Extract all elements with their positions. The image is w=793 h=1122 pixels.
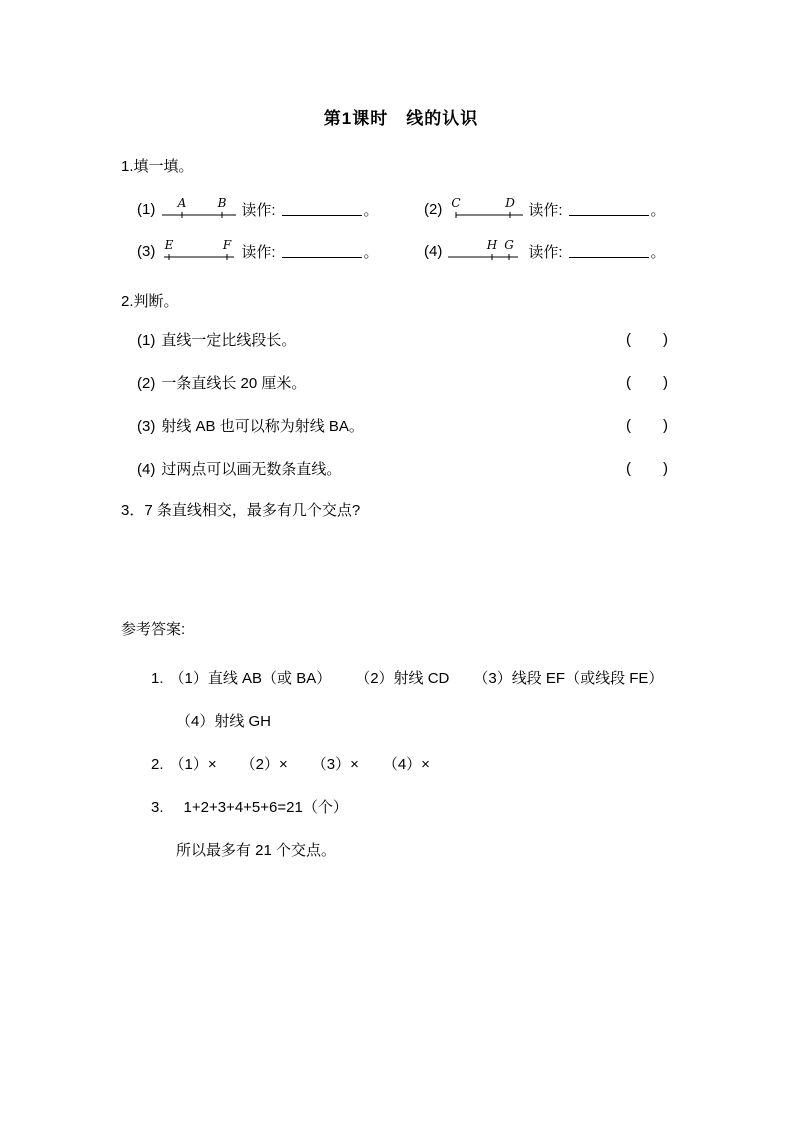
period-1: 。 <box>363 201 379 219</box>
read-label-1: 读作: <box>241 201 276 219</box>
judge-statement-2 <box>137 372 306 393</box>
point-label-f: F <box>223 240 232 252</box>
judge-item-3 <box>137 415 668 436</box>
statement-text: 直线一定比线段长。 <box>161 332 297 349</box>
answer-3-line-1 <box>151 796 681 817</box>
judge-item-1 <box>137 329 668 350</box>
answer-1-part-3: （3）线段 EF（或线段 FE） <box>473 670 664 687</box>
read-label-3: 读作: <box>241 243 276 261</box>
judge-item-4 <box>137 458 668 479</box>
point-label-d: D <box>505 198 516 210</box>
point-label-e: E <box>164 240 174 252</box>
paren-open: ( <box>626 417 631 434</box>
judge-statement-4 <box>137 458 341 479</box>
answer-3-line-2 <box>176 839 681 860</box>
answer-2-label: 2. <box>151 756 164 773</box>
answer-1-part-2: （2）射线 CD <box>355 670 450 687</box>
answer-2-part-3: （3）× <box>311 756 359 773</box>
answer-1-part-1: （1）直线 AB（或 BA） <box>169 670 332 687</box>
answer-blank-2 <box>569 200 649 216</box>
answer-3-label: 3. <box>151 799 164 816</box>
paren-close: ) <box>663 417 668 434</box>
segment-figure-ef <box>159 240 237 262</box>
statement-text: 过两点可以画无数条直线。 <box>161 461 342 478</box>
answer-3-conclusion: 所以最多有 21 个交点。 <box>176 842 337 859</box>
answer-2-parts <box>170 753 430 774</box>
point-label-h: H <box>487 240 498 252</box>
paren-close: ) <box>663 331 668 348</box>
paren-open: ( <box>626 374 631 391</box>
answer-2-part-1: （1）× <box>169 756 217 773</box>
answer-1-parts <box>170 667 664 688</box>
ray-figure-cd <box>446 198 524 220</box>
fill-row-2 <box>137 238 681 264</box>
point-label-g: G <box>504 240 515 252</box>
answer-3-equation: 1+2+3+4+5+6=21（个） <box>183 799 348 816</box>
line-figure-ab <box>159 198 237 220</box>
answer-2-part-4: （4）× <box>382 756 430 773</box>
point-label-c: C <box>451 198 461 210</box>
read-label-2: 读作: <box>528 201 563 219</box>
item-number: (3) <box>137 418 156 435</box>
fill-item-2 <box>424 198 666 220</box>
answer-2-line <box>151 753 681 774</box>
statement-text: 一条直线长 20 厘米。 <box>161 375 307 392</box>
answer-1-part-4: （4）射线 GH <box>176 713 272 730</box>
q2-heading: 2.判断。 <box>121 293 179 310</box>
answer-parens-1 <box>626 331 668 348</box>
statement-text: 射线 AB 也可以称为射线 BA。 <box>161 418 364 435</box>
answer-blank-4 <box>569 242 649 258</box>
item-number: (2) <box>137 375 156 392</box>
period-3: 。 <box>363 243 379 261</box>
item-number-2: (2) <box>424 200 443 218</box>
paren-close: ) <box>663 460 668 477</box>
judge-item-2 <box>137 372 668 393</box>
item-number: (1) <box>137 332 156 349</box>
item-number: (4) <box>137 461 156 478</box>
answer-parens-4 <box>626 460 668 477</box>
answer-blank-3 <box>282 242 362 258</box>
fill-row-1 <box>137 196 681 222</box>
answer-1-line-2 <box>176 710 681 731</box>
item-number-4: (4) <box>424 242 443 260</box>
page-title: 第1课时 线的认识 <box>323 109 479 128</box>
fill-item-1 <box>137 198 424 220</box>
q1-heading: 1.填一填。 <box>121 158 194 175</box>
paren-open: ( <box>626 331 631 348</box>
answer-parens-2 <box>626 374 668 391</box>
answers-heading: 参考答案: <box>121 621 186 638</box>
item-number-1: (1) <box>137 200 156 218</box>
point-label-b: B <box>217 198 227 210</box>
item-number-3: (3) <box>137 242 156 260</box>
judge-statement-1 <box>137 329 296 350</box>
point-label-a: A <box>178 198 187 210</box>
q3-text: 3．7 条直线相交，最多有几个交点? <box>121 502 361 519</box>
paren-close: ) <box>663 374 668 391</box>
answer-blank-1 <box>282 200 362 216</box>
fill-item-3 <box>137 240 424 262</box>
period-4: 。 <box>650 243 666 261</box>
answer-1-line-1 <box>151 667 681 688</box>
answer-1-label: 1. <box>151 670 164 687</box>
paren-open: ( <box>626 460 631 477</box>
ray-figure-hg <box>446 240 524 262</box>
read-label-4: 读作: <box>528 243 563 261</box>
answer-parens-3 <box>626 417 668 434</box>
period-2: 。 <box>650 201 666 219</box>
answer-2-part-2: （2）× <box>240 756 288 773</box>
judge-statement-3 <box>137 415 364 436</box>
fill-item-4 <box>424 240 666 262</box>
